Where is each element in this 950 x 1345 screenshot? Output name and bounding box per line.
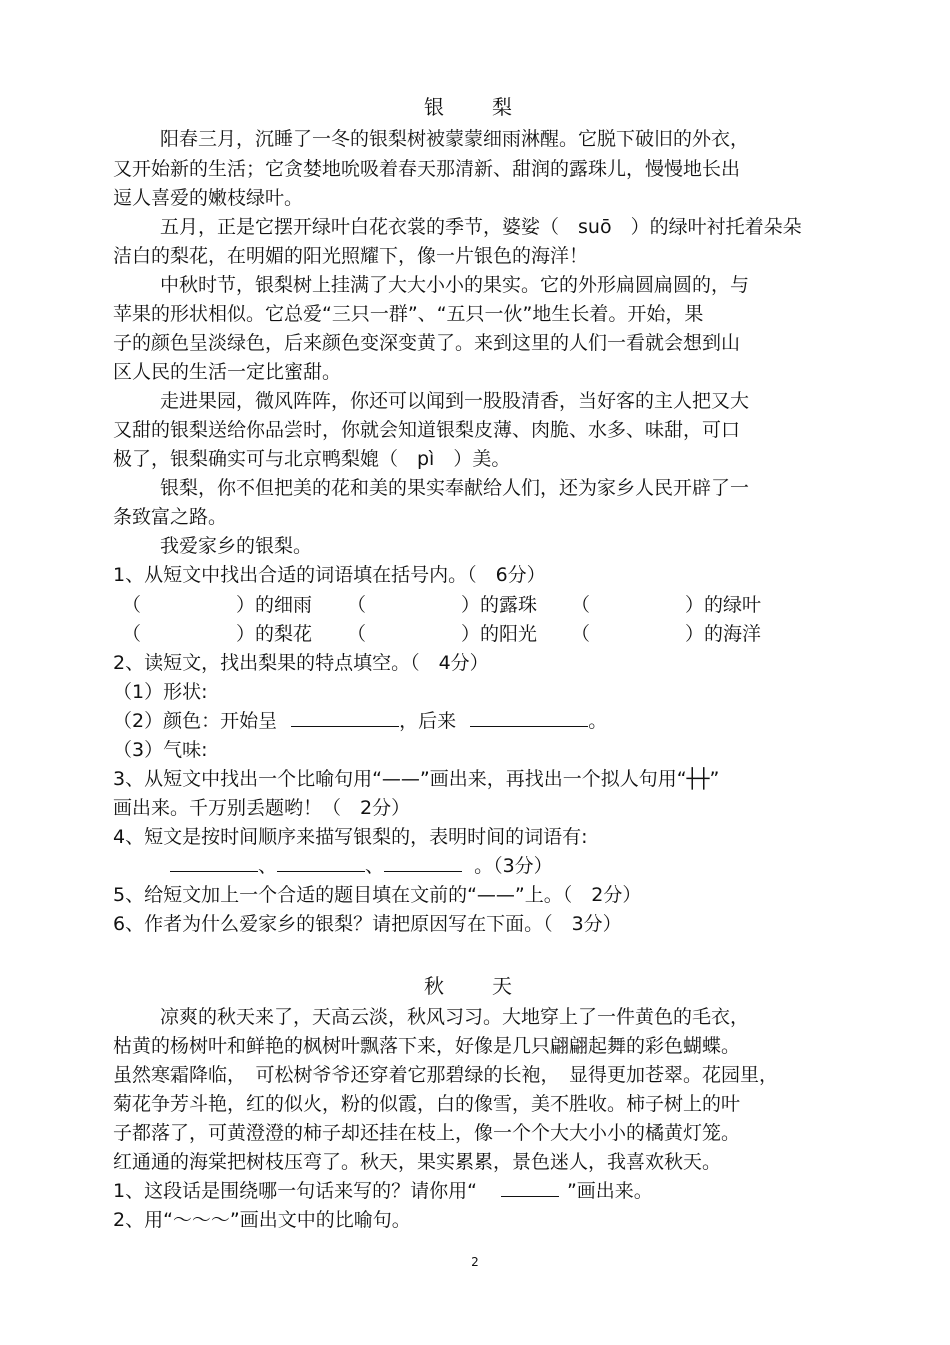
question-2: 2、用“～～～”画出文中的比喻句。 (113, 1209, 411, 1231)
paragraph-line: 阳春三月，沉睡了一冬的银梨树被蒙蒙细雨淋醒。它脱下破旧的外衣， (160, 128, 750, 150)
cross-mark: ┼┼ (686, 768, 710, 790)
answer-blank[interactable] (384, 855, 462, 872)
question-4-blanks (170, 855, 553, 877)
answer-blank[interactable] (501, 1180, 559, 1197)
question-1-text: 1、这段话是围绕哪一句话来写的？请你用“ (113, 1180, 477, 1202)
passage-title: 秋 天 (424, 974, 526, 998)
question-2-color-end: 。 (588, 710, 608, 732)
question-1-end: ”画出来。 (566, 1180, 653, 1202)
question-1 (113, 1180, 653, 1202)
answer-blank[interactable] (277, 855, 365, 872)
separator: 、 (258, 855, 278, 877)
fill-blank-item[interactable]: （ ）的露珠 (347, 594, 538, 616)
question-2-color-label: （2）颜色：开始呈 (113, 710, 278, 732)
paragraph-line: 逗人喜爱的嫩枝绿叶。 (113, 187, 304, 209)
fill-blank-item[interactable]: （ ）的海洋 (571, 623, 762, 645)
answer-blank[interactable] (470, 710, 588, 727)
paragraph-line: 苹果的形状相似。它总爱“三只一群”、“五只一伙”地生长着。开始，果 (113, 303, 704, 325)
question-4: 4、短文是按时间顺序来描写银梨的，表明时间的词语有: (113, 826, 588, 848)
question-3-cont: 画出来。千万别丢题哟！（ 2分） (113, 797, 411, 819)
paragraph-line: 又甜的银梨送给你品尝时，你就会知道银梨皮薄、肉脆、水多、味甜，可口 (113, 419, 741, 441)
paragraph-line: 我爱家乡的银梨。 (160, 535, 313, 557)
paragraph-line: 洁白的梨花，在明媚的阳光照耀下，像一片银色的海洋！ (113, 245, 589, 267)
answer-blank[interactable] (170, 855, 258, 872)
paragraph-line: 区人民的生活一定比蜜甜。 (113, 361, 342, 383)
question-3 (113, 768, 719, 790)
fill-blank-item[interactable]: （ ）的梨花 (122, 623, 313, 645)
passage-title: 银 梨 (424, 95, 526, 119)
fill-blank-item[interactable]: （ ）的阳光 (347, 623, 538, 645)
question-6: 6、作者为什么爱家乡的银梨？请把原因写在下面。（ 3分） (113, 913, 622, 935)
question-2-shape: （1）形状: (113, 681, 208, 703)
question-3-quote: ” (709, 768, 720, 790)
page-number: 2 (471, 1255, 479, 1269)
paragraph-line: 子的颜色呈淡绿色，后来颜色变深变黄了。来到这里的人们一看就会想到山 (113, 332, 741, 354)
paragraph-line: 菊花争芳斗艳，红的似火，粉的似霞，白的像雪，美不胜收。柿子树上的叶 (113, 1093, 741, 1115)
answer-blank[interactable] (291, 710, 399, 727)
paragraph-line: 银梨，你不但把美的花和美的果实奉献给人们，还为家乡人民开辟了一 (160, 477, 750, 499)
question-3-text: 3、从短文中找出一个比喻句用“——”画出来，再找出一个拟人句用“ (113, 768, 687, 790)
paragraph-line: 枯黄的杨树叶和鲜艳的枫树叶飘落下来，好像是几只翩翩起舞的彩色蝴蝶。 (113, 1035, 741, 1057)
paragraph-line: 红通通的海棠把树枝压弯了。秋天，果实累累，景色迷人，我喜欢秋天。 (113, 1151, 722, 1173)
fill-blank-item[interactable]: （ ）的绿叶 (571, 594, 762, 616)
paragraph-line: 中秋时节，银梨树上挂满了大大小小的果实。它的外形扁圆扁圆的，与 (160, 274, 750, 296)
question-1: 1、从短文中找出合适的词语填在括号内。（ 6分） (113, 564, 546, 586)
paragraph-line: 虽然寒霜降临， 可松树爷爷还穿着它那碧绿的长袍， 显得更加苍翠。花园里， (113, 1064, 779, 1086)
paragraph-line: 子都落了，可黄澄澄的柿子却还挂在枝上，像一个个大大小小的橘黄灯笼。 (113, 1122, 741, 1144)
question-2-color (113, 710, 607, 732)
question-2: 2、读短文，找出梨果的特点填空。（ 4分） (113, 652, 489, 674)
question-2-smell: （3）气味: (113, 739, 208, 761)
paragraph-line: 凉爽的秋天来了，天高云淡，秋风习习。大地穿上了一件黄色的毛衣， (160, 1006, 750, 1028)
separator: 、 (365, 855, 385, 877)
question-5: 5、给短文加上一个合适的题目填在文前的“——”上。（ 2分） (113, 884, 642, 906)
fill-blank-item[interactable]: （ ）的细雨 (122, 594, 313, 616)
paragraph-line: 走进果园，微风阵阵，你还可以闻到一股股清香，当好客的主人把又大 (160, 390, 750, 412)
paragraph-line: 五月，正是它摆开绿叶白花衣裳的季节，婆娑（ suō ）的绿叶衬托着朵朵 (160, 216, 802, 238)
paragraph-line: 又开始新的生活；它贪婪地吮吸着春天那清新、甜润的露珠儿，慢慢地长出 (113, 158, 741, 180)
paragraph-line: 极了，银梨确实可与北京鸭梨媲（ pì ）美。 (113, 448, 511, 470)
question-4-score: 。（3分） (474, 855, 553, 877)
paragraph-line: 条致富之路。 (113, 506, 228, 528)
question-2-color-mid: ，后来 (399, 710, 457, 732)
